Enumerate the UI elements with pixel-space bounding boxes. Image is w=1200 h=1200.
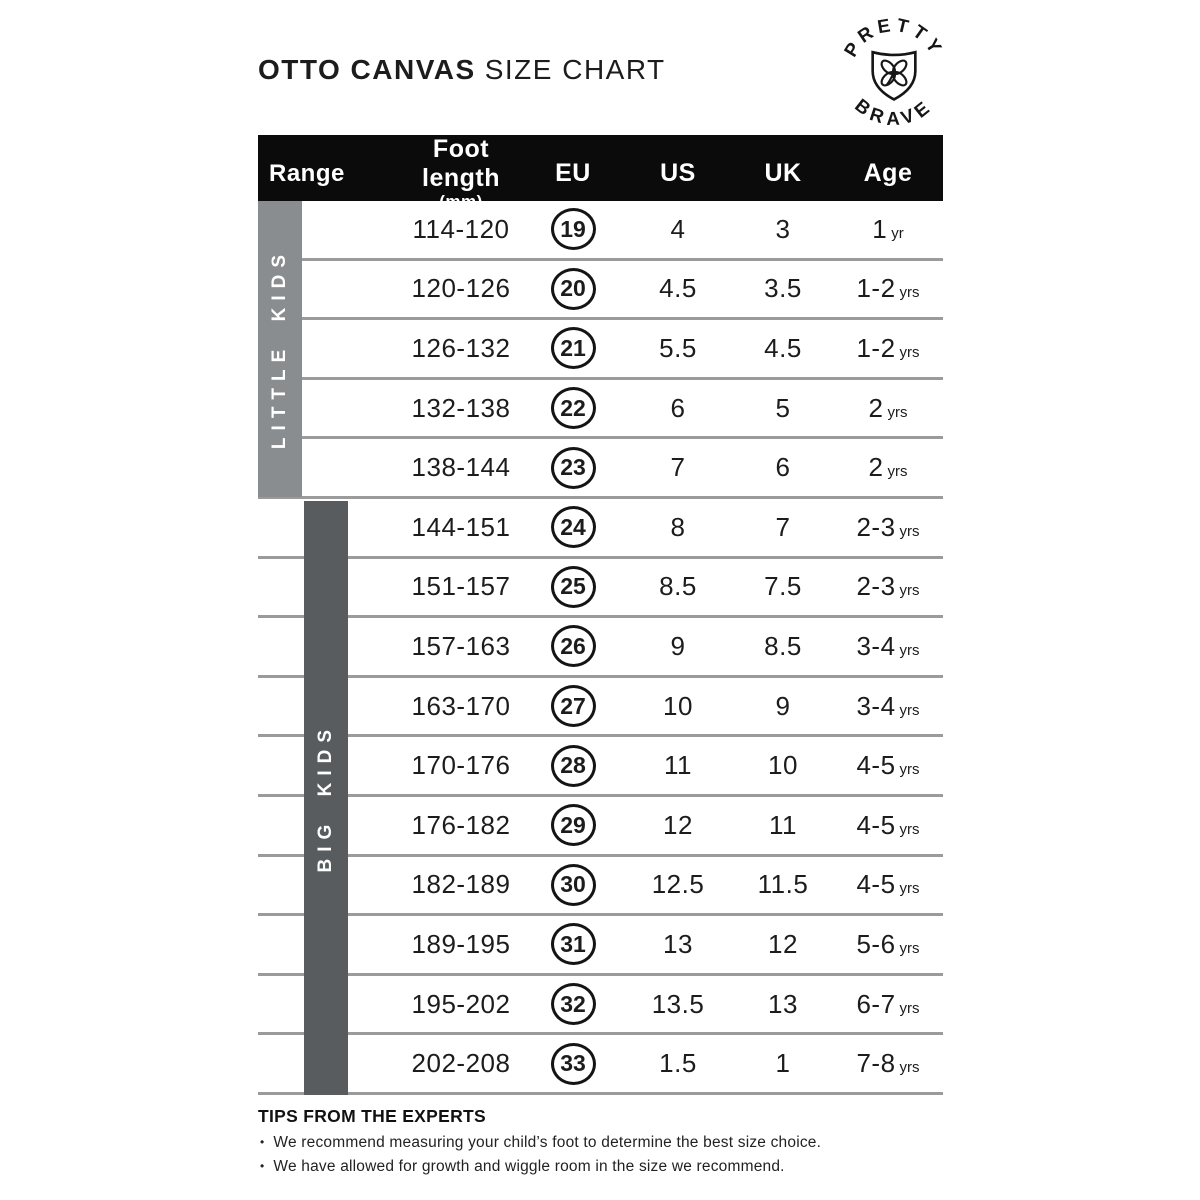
age-unit: yrs — [899, 343, 920, 361]
cell-uk: 11.5 — [757, 869, 809, 900]
eu-size-badge: 21 — [551, 327, 596, 369]
cell-foot-length: 126-132 — [411, 332, 511, 363]
quatrefoil-icon — [879, 58, 909, 88]
cell-foot-length: 132-138 — [411, 392, 511, 423]
cell-us: 6 — [670, 392, 686, 423]
cell-uk: 6 — [775, 452, 791, 483]
pretty-brave-badge-icon — [831, 10, 957, 136]
cell-uk: 7 — [775, 511, 791, 542]
cell-eu — [523, 625, 623, 667]
bullet-icon: • — [260, 1135, 265, 1149]
cell-uk: 11 — [769, 809, 797, 840]
table-body — [258, 201, 943, 1095]
cell-eu — [523, 327, 623, 369]
cell-foot-length: 195-202 — [411, 988, 511, 1019]
cell-age — [833, 452, 943, 483]
cell-age — [833, 989, 943, 1020]
eu-size-badge: 31 — [551, 923, 596, 965]
column-header-age: Age — [863, 159, 913, 187]
age-value: 3-4 — [856, 690, 896, 721]
cell-uk: 12 — [768, 928, 798, 959]
cell-uk: 10 — [768, 750, 798, 781]
age-value: 4-5 — [856, 809, 896, 840]
age-value: 4-5 — [856, 750, 896, 781]
cell-age — [833, 1048, 943, 1079]
group-bar-little-kids — [258, 201, 302, 497]
cell-age — [833, 273, 943, 304]
eu-size-badge: 30 — [551, 864, 596, 906]
cell-age — [833, 631, 943, 662]
cell-eu — [523, 1043, 623, 1085]
cell-foot-length: 138-144 — [411, 452, 511, 483]
eu-size-badge: 20 — [551, 268, 596, 310]
age-unit: yrs — [887, 403, 908, 421]
page-title-suffix: SIZE CHART — [484, 54, 666, 85]
cell-us: 7 — [670, 452, 686, 483]
cell-foot-length: 182-189 — [411, 869, 511, 900]
age-unit: yrs — [899, 701, 920, 719]
age-unit: yrs — [899, 761, 920, 779]
logo-bottom-text: BRAVE — [851, 94, 937, 129]
cell-us: 12.5 — [651, 869, 705, 900]
age-unit: yrs — [899, 641, 920, 659]
table-row — [258, 916, 943, 976]
cell-us: 4 — [670, 213, 686, 244]
eu-size-badge: 32 — [551, 983, 596, 1025]
eu-size-badge: 27 — [551, 685, 596, 727]
cell-us: 13 — [663, 928, 693, 959]
eu-size-badge: 24 — [551, 506, 596, 548]
table-row — [258, 737, 943, 797]
cell-age — [833, 810, 943, 841]
cell-foot-length: 202-208 — [411, 1048, 511, 1079]
cell-eu — [523, 804, 623, 846]
column-header-foot-length-unit: (mm) — [439, 192, 483, 211]
table-row — [258, 1035, 943, 1095]
table-row — [258, 320, 943, 380]
table-row — [258, 976, 943, 1036]
age-value: 1-2 — [856, 273, 896, 304]
tips-title: TIPS FROM THE EXPERTS — [258, 1106, 486, 1126]
age-unit: yr — [891, 224, 904, 242]
tip-item — [258, 1134, 978, 1152]
table-header-row — [258, 135, 943, 211]
cell-eu — [523, 864, 623, 906]
tips-section — [258, 1106, 978, 1182]
eu-size-badge: 19 — [551, 208, 596, 250]
age-value: 6-7 — [856, 988, 896, 1019]
table-row — [258, 857, 943, 917]
age-value: 3-4 — [856, 630, 896, 661]
age-value: 1 — [872, 213, 888, 244]
age-unit: yrs — [899, 1059, 920, 1077]
cell-foot-length: 151-157 — [411, 571, 511, 602]
age-unit: yrs — [899, 820, 920, 838]
size-chart-table — [258, 135, 943, 1095]
age-value: 7-8 — [856, 1048, 896, 1079]
cell-uk: 7.5 — [764, 571, 802, 602]
age-value: 2 — [868, 392, 884, 423]
age-unit: yrs — [899, 582, 920, 600]
cell-foot-length: 176-182 — [411, 809, 511, 840]
table-row — [258, 380, 943, 440]
age-unit: yrs — [899, 284, 920, 302]
cell-us: 8 — [670, 511, 686, 542]
eu-size-badge: 25 — [551, 566, 596, 608]
cell-foot-length: 120-126 — [411, 273, 511, 304]
column-header-uk: UK — [764, 159, 802, 187]
age-value: 1-2 — [856, 332, 896, 363]
cell-foot-length: 170-176 — [411, 750, 511, 781]
table-row — [258, 618, 943, 678]
cell-uk: 8.5 — [764, 630, 802, 661]
cell-uk: 3 — [775, 213, 791, 244]
table-row — [258, 261, 943, 321]
group-label-big-kids: BIG KIDS — [315, 723, 336, 873]
table-row — [258, 439, 943, 499]
group-label-little-kids: LITTLE KIDS — [269, 248, 290, 450]
tip-item — [258, 1158, 978, 1176]
cell-eu — [523, 268, 623, 310]
cell-us: 11 — [664, 750, 692, 781]
cell-foot-length: 189-195 — [411, 928, 511, 959]
bullet-icon: • — [260, 1159, 265, 1173]
cell-eu — [523, 447, 623, 489]
cell-us: 12 — [663, 809, 693, 840]
age-unit: yrs — [899, 880, 920, 898]
cell-us: 10 — [663, 690, 693, 721]
eu-size-badge: 33 — [551, 1043, 596, 1085]
cell-eu — [523, 208, 623, 250]
age-value: 5-6 — [856, 928, 896, 959]
eu-size-badge: 23 — [551, 447, 596, 489]
cell-uk: 13 — [768, 988, 798, 1019]
eu-size-badge: 22 — [551, 387, 596, 429]
cell-us: 9 — [670, 630, 686, 661]
cell-uk: 9 — [775, 690, 791, 721]
cell-us: 4.5 — [659, 273, 697, 304]
cell-eu — [523, 685, 623, 727]
cell-uk: 5 — [775, 392, 791, 423]
cell-eu — [523, 506, 623, 548]
cell-eu — [523, 983, 623, 1025]
cell-age — [833, 750, 943, 781]
svg-text:PRETTY — [840, 14, 949, 61]
table-row — [258, 559, 943, 619]
table-row — [258, 678, 943, 738]
age-unit: yrs — [899, 939, 920, 957]
cell-eu — [523, 387, 623, 429]
table-row — [258, 201, 943, 261]
cell-age — [833, 571, 943, 602]
cell-foot-length: 144-151 — [411, 511, 511, 542]
cell-uk: 3.5 — [764, 273, 802, 304]
column-header-eu: EU — [555, 159, 591, 187]
cell-foot-length: 157-163 — [411, 630, 511, 661]
group-bar-big-kids — [304, 501, 348, 1095]
cell-foot-length: 114-120 — [412, 213, 510, 244]
column-header-foot-length-main: Foot length — [422, 135, 500, 192]
cell-eu — [523, 566, 623, 608]
logo-top-text: PRETTY — [839, 13, 949, 61]
cell-foot-length: 163-170 — [411, 690, 511, 721]
cell-age — [833, 512, 943, 543]
cell-age — [833, 333, 943, 364]
age-unit: yrs — [887, 463, 908, 481]
cell-age — [833, 393, 943, 424]
cell-uk: 1 — [775, 1048, 791, 1079]
age-unit: yrs — [899, 999, 920, 1017]
age-value: 2-3 — [856, 571, 896, 602]
cell-eu — [523, 923, 623, 965]
eu-size-badge: 29 — [551, 804, 596, 846]
age-value: 2-3 — [856, 511, 896, 542]
column-header-range: Range — [269, 159, 345, 187]
cell-us: 13.5 — [651, 988, 705, 1019]
eu-size-badge: 28 — [551, 745, 596, 787]
cell-eu — [523, 745, 623, 787]
eu-size-badge: 26 — [551, 625, 596, 667]
cell-us: 5.5 — [659, 332, 697, 363]
tip-text: We have allowed for growth and wiggle room in the size we recommend. — [273, 1158, 785, 1175]
table-row — [258, 499, 943, 559]
tip-text: We recommend measuring your child’s foot to determine the best size choice. — [273, 1134, 822, 1151]
cell-age — [833, 691, 943, 722]
cell-uk: 4.5 — [764, 332, 802, 363]
cell-age — [833, 214, 943, 245]
cell-age — [833, 869, 943, 900]
page-title — [258, 54, 666, 86]
cell-us: 8.5 — [659, 571, 697, 602]
brand-logo — [831, 10, 957, 136]
cell-age — [833, 929, 943, 960]
cell-us: 1.5 — [659, 1048, 697, 1079]
page-title-product: OTTO CANVAS — [258, 54, 476, 85]
table-row — [258, 797, 943, 857]
age-value: 4-5 — [856, 869, 896, 900]
age-value: 2 — [868, 452, 884, 483]
column-header-us: US — [660, 159, 696, 187]
shield-icon — [873, 52, 916, 99]
age-unit: yrs — [899, 522, 920, 540]
